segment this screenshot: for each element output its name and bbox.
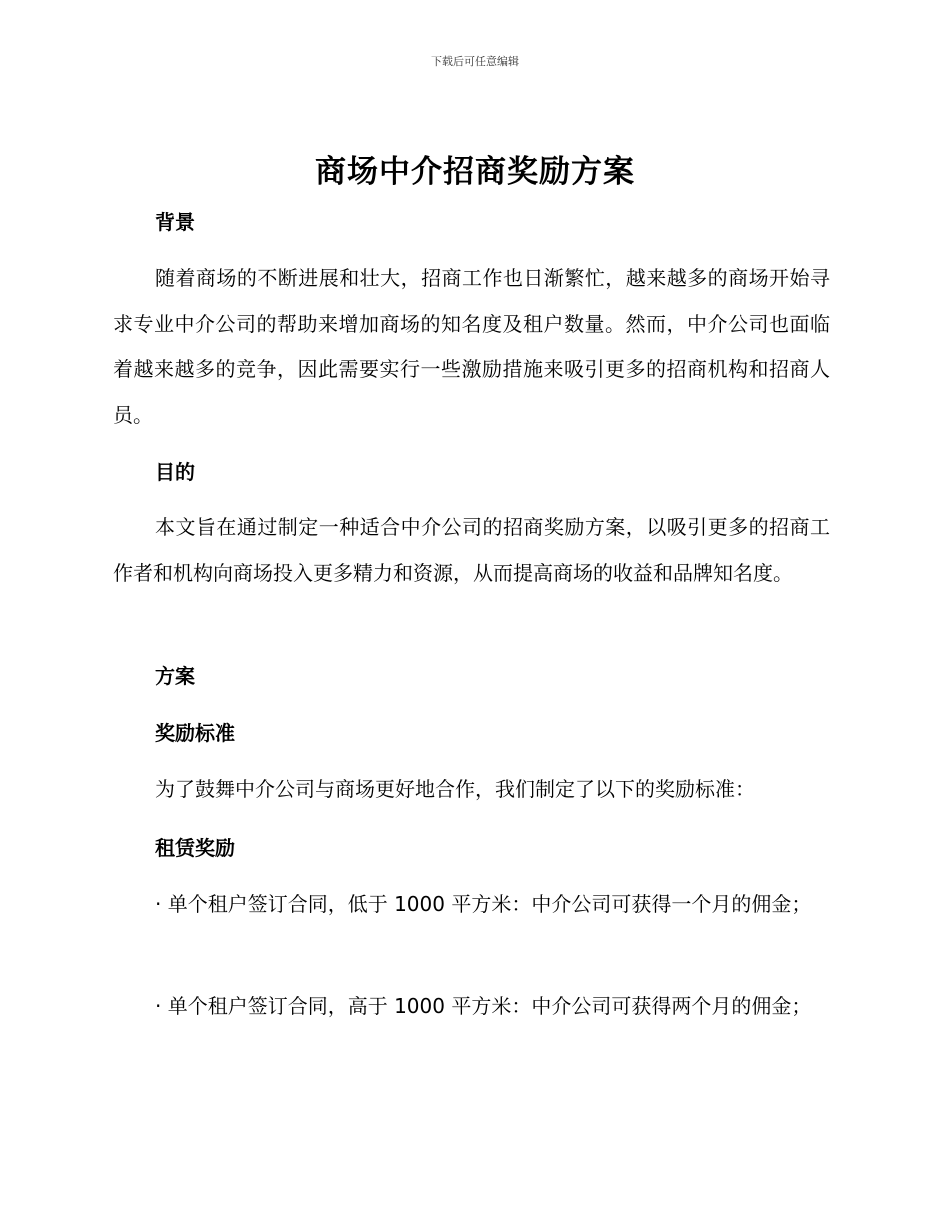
paragraph-purpose: 本文旨在通过制定一种适合中介公司的招商奖励方案，以吸引更多的招商工作者和机构向商场投入更多精力和资源，从而提高商场的收益和品牌知名度。	[113, 515, 830, 585]
document-title: 商场中介招商奖励方案	[315, 154, 635, 190]
section-heading-lease-reward: 租赁奖励	[155, 836, 235, 860]
list-item-lease-2: · 单个租户签订合同，高于 1000 平方米：中介公司可获得两个月的佣金；	[155, 994, 812, 1018]
page-header-note: 下载后可任意编辑	[431, 55, 519, 68]
section-heading-reward-standard: 奖励标准	[155, 721, 235, 745]
paragraph-background: 随着商场的不断进展和壮大，招商工作也日渐繁忙，越来越多的商场开始寻求专业中介公司的帮助来增加商场的知名度及租户数量。然而，中介公司也面临着越来越多的竞争，因此需要实行一些激励措施来吸引更多的招商机构和招商人员。	[113, 266, 830, 427]
section-heading-plan: 方案	[155, 664, 195, 688]
paragraph-reward-standard: 为了鼓舞中介公司与商场更好地合作，我们制定了以下的奖励标准：	[155, 777, 755, 801]
section-heading-purpose: 目的	[155, 460, 195, 484]
section-heading-background: 背景	[155, 210, 195, 234]
list-item-lease-1: · 单个租户签订合同，低于 1000 平方米：中介公司可获得一个月的佣金；	[155, 892, 812, 916]
